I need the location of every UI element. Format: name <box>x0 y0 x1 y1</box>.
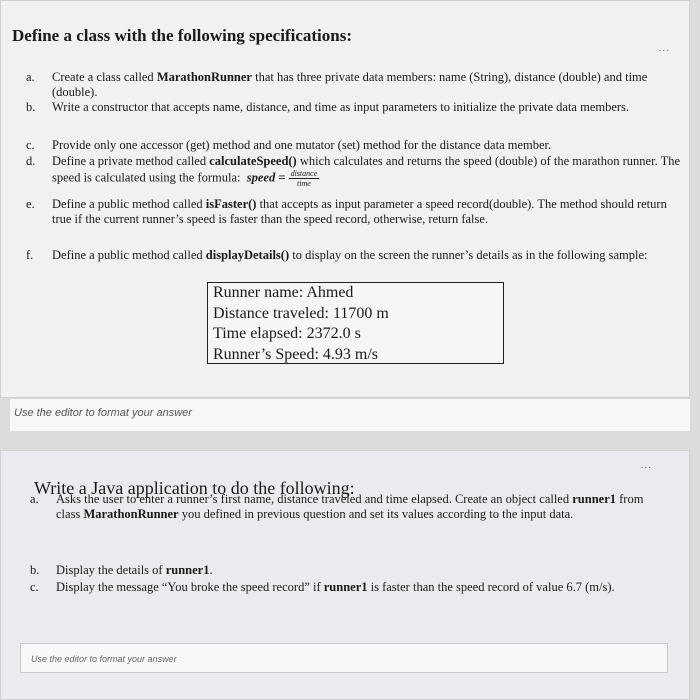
list-marker: c. <box>30 580 39 594</box>
list-marker: a. <box>26 70 35 84</box>
list-item-a <box>26 70 677 99</box>
item-text: Provide only one accessor (get) method and one mutator (set) method for the distance data member. <box>52 138 552 152</box>
sample-line-time: Time elapsed: 2372.0 s <box>213 325 361 342</box>
item-bold-text: displayDetails() <box>205 248 290 262</box>
item-text: from class <box>56 492 644 521</box>
answer-editor-2[interactable] <box>20 643 668 673</box>
item-text: . <box>209 563 213 577</box>
list-marker: a. <box>30 492 39 506</box>
list-marker: b. <box>26 100 36 114</box>
item-bold-text: MarathonRunner <box>83 506 179 521</box>
sample-output-box <box>207 282 504 364</box>
list-marker: c. <box>26 138 35 152</box>
item-text: you defined in previous question and set its values according to the input data. <box>178 506 574 521</box>
item-text: which calculates and returns the speed (double) of the marathon runner. The speed is calculated using the formula: <box>52 154 681 184</box>
list-item-f <box>26 248 677 263</box>
list-marker: f. <box>26 248 34 262</box>
formula-numerator: distance <box>290 168 318 178</box>
list-item-e <box>26 197 677 226</box>
sample-line-speed: Runner’s Speed: 4.93 m/s <box>213 345 379 363</box>
item-text: Asks the user to enter a runner’s first name, distance traveled and time elapsed. Create an object called <box>56 492 573 506</box>
formula-lhs: speed = <box>246 169 286 184</box>
more-options-icon[interactable]: ... <box>640 460 652 471</box>
sample-line-distance: Distance traveled: 11700 m <box>213 304 389 322</box>
item-text: Define a public method called <box>52 197 206 211</box>
sample-line-name: Runner name: Ahmed <box>213 284 354 301</box>
item-text: that accepts as input parameter a speed record(double). The method should return true if the current runner’s speed is faster than the speed record, otherwise, return false. <box>52 197 667 226</box>
list-marker: d. <box>26 154 36 168</box>
list-item-b <box>26 100 677 115</box>
list-item-d <box>26 154 682 188</box>
item-text: that has three private data members: name (String), distance (double) and time (double). <box>52 70 648 99</box>
item-text: is faster than the speed record of value 6.7 (m/s). <box>367 580 615 594</box>
formula-denominator: time <box>297 178 311 188</box>
item-text: Create a class called <box>52 70 157 84</box>
question-1-title: Define a class with the following specifications: <box>12 26 352 45</box>
item-text: Write a constructor that accepts name, distance, and time as input parameters to initialize the private data members. <box>52 100 630 114</box>
item-bold-text: isFaster() <box>205 197 257 211</box>
more-options-icon[interactable]: ... <box>658 43 670 54</box>
item-bold-text: calculateSpeed() <box>209 154 297 168</box>
list-marker: b. <box>30 563 40 577</box>
item-bold-text: runner1 <box>323 580 368 594</box>
list-item-b <box>30 563 664 578</box>
item-bold-text: runner1 <box>165 563 210 577</box>
item-text: to display on the screen the runner’s details as in the following sample: <box>289 248 648 262</box>
answer-editor-1[interactable] <box>10 398 690 431</box>
list-item-a <box>30 492 664 521</box>
list-item-c <box>26 138 677 153</box>
question-2-title: Write a Java application to do the following: <box>34 478 355 498</box>
item-bold-text: runner1 <box>572 492 616 506</box>
editor-placeholder: Use the editor to format your answer <box>14 407 192 419</box>
list-item-c <box>30 580 664 595</box>
speed-formula-fraction <box>289 169 320 188</box>
item-text: Define a private method called <box>52 154 210 168</box>
item-text: Define a public method called <box>52 248 206 262</box>
editor-placeholder: Use the editor to format your answer <box>31 654 177 664</box>
item-text: Display the details of <box>56 563 166 577</box>
list-marker: e. <box>26 197 35 211</box>
item-text: Display the message “You broke the speed record” if <box>56 580 324 594</box>
item-bold-text: MarathonRunner <box>156 70 252 84</box>
